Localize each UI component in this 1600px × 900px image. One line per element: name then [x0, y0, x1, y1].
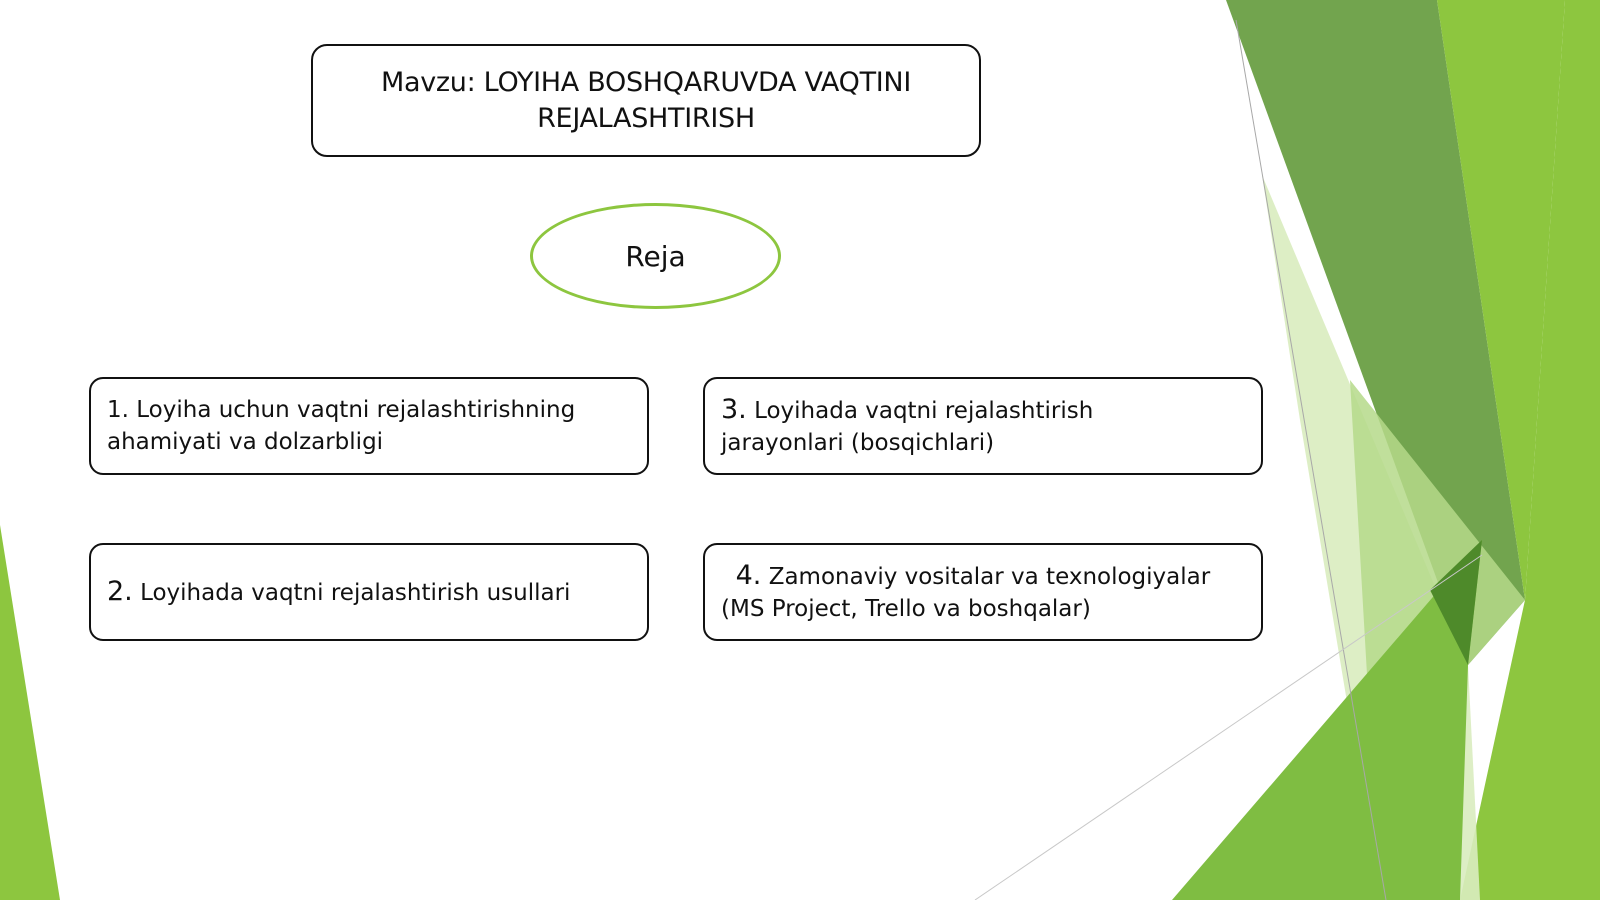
plan-item-1-line-2: ahamiyati va dolzarbligi [107, 429, 384, 455]
plan-item-2-line-1: Loyihada vaqtni rejalashtirish usullari [140, 579, 571, 606]
plan-item-3-text [721, 394, 1093, 459]
plan-item-2-number: 2. [107, 575, 133, 607]
slide-title-box [311, 44, 981, 157]
plan-item-4-text [721, 560, 1210, 625]
plan-item-2 [89, 543, 649, 641]
plan-item-1 [89, 377, 649, 475]
slide-title-line-2: REJALASHTIRISH [537, 102, 755, 134]
plan-item-1-text [107, 394, 575, 458]
plan-item-4-number: 4. [735, 559, 762, 591]
plan-label: Reja [625, 239, 686, 273]
plan-item-3-line-2: jarayonlari (bosqichlari) [721, 429, 995, 456]
left-green-strip [0, 525, 60, 900]
plan-item-3-line-1: Loyihada vaqtni rejalashtirish [754, 397, 1094, 424]
plan-item-4-line-1: Zamonaviy vositalar va texnologiyalar [768, 563, 1211, 590]
plan-item-4-line-2: (MS Project, Trello va boshqalar) [721, 595, 1091, 622]
plan-item-3 [703, 377, 1263, 475]
slide-title-line-1: Mavzu: LOYIHA BOSHQARUVDA VAQTINI [381, 66, 911, 98]
plan-item-1-number: 1. [107, 397, 129, 423]
plan-item-4 [703, 543, 1263, 641]
plan-item-3-number: 3. [721, 393, 747, 425]
plan-item-1-line-1: Loyiha uchun vaqtni rejalashtirishning [136, 397, 576, 423]
slide-title [381, 65, 911, 137]
plan-oval [530, 203, 781, 309]
plan-item-2-text [107, 576, 570, 609]
